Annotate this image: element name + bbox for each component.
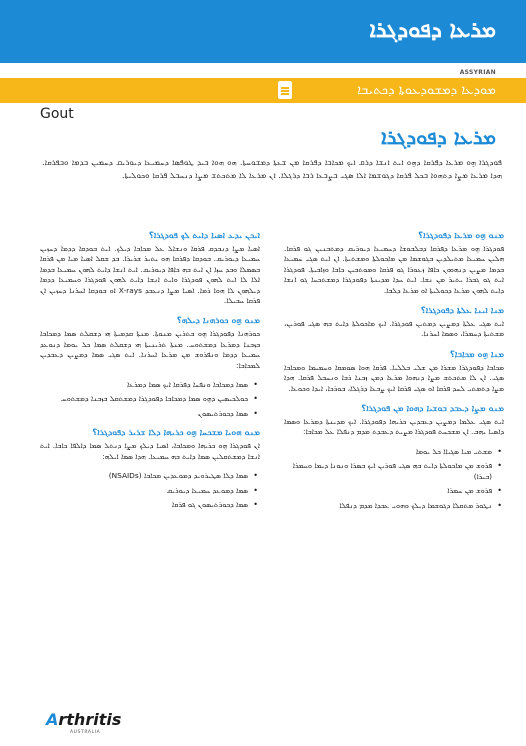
band-subtitle: ܡܘܕܥܐ ܕܡܫܘܕܥܘܬܐ ܕܟܬܝܒܐ bbox=[357, 83, 496, 98]
list-item-text: ܟܘܠܟܝܣܝܢ ܕܗ݈ܘ ܣܡܐ ܕܡܟܐܒܐ ܕܦܘܕܓܪܐ ܕܡܫܬܩܠ ܒܙܒܢܐ ܕܡܫܬܘܚ bbox=[60, 394, 248, 404]
bullet-icon: • bbox=[253, 471, 258, 481]
bullet-icon: • bbox=[253, 485, 258, 495]
section-body: ܐܢ ܦܘܕܓܪܐ ܗ݈ܘ ܟܪܝܗܐ ܘܡܟܐܒܐ، ܐܣܝܐ ܕܝܠܟ ܡܨܐ ܕܢܬܠ ܣܡܐ ܕܐܠܦܐ ܟܐܒܐ. ܐܝܬ ܐܢܫܐ ܕܡܫܬܩܠܝܢ ܣܡܐ ܕܐܝܬ ܒܗ ܚܡܝܥܐ. ܗܕܐ ܣܡܐ ܐܝܠܗ: bbox=[40, 441, 260, 461]
section-heading: ܐܝܟܢ ܝܕܥ ܐܣܝܐ ܕܐܝܬ ܠܟ ܦܘܕܓܪܐ؟ bbox=[148, 231, 260, 241]
section-body: ܟܘܪܗܢܐ ܕܦܘܕܓܪܐ ܗ݈ܘ ܒܬܪܝܢ ܡܢܘܬܐ. ܡܢܬܐ ܩܕܡܝܬܐ ܗܝ ܕܫܩܠܬ ܣܡܐ ܕܡܟܐܒܐ ܒܙܒܢܐ ܕܡܪܥܐ ܕܡܫܬܘܚ. ܡܢܬܐ ܬܪܝܢܝܬܐ ܗܝ ܕܫܩܠܬ ܣܡܐ ܟܠ ܝܘܡܐ ܕܢܘܥܕ ܚܡܝܥܐ ܕܕܡܐ ܘܢܦܪܘܫ ܡܢ ܡܪܥܐ ܐܚܪܢܐ. ܐܝܬ ܣܓܝ ܣܡܐ ܕܡܨܝܢ ܕܥܒܕܝܢ ܠܡܟܐܒܐ: bbox=[40, 329, 260, 370]
bullet-icon: • bbox=[253, 380, 258, 390]
document-label: Gout bbox=[40, 106, 74, 122]
list-item-text: ܦܪܘܫ ܡܢ ܡܐܟܘܠܬܐ ܕܐܝܬ ܒܗ ܣܓܝ ܦܘܪܝܢ ܐܝܟ ܒܣܪܐ ܘܢܘܢܐ ܕܝܡܐ ܘܚܡܪܐ (ܒܝܪܐ) bbox=[292, 461, 492, 481]
top-banner bbox=[0, 0, 526, 63]
section-heading: ܡܢܘ ܗ݈ܘ ܟܘܪܗܢܐ ܕܝܠܗ؟ bbox=[176, 316, 260, 327]
list-item bbox=[284, 486, 504, 496]
bullet-icon: • bbox=[253, 408, 258, 418]
list-item-text: ܣܡܐ ܕܟܘܪܬܝܣܘܢ ܓܘ ܦܪܩܐ bbox=[171, 499, 248, 509]
logo-rest: rthritis bbox=[58, 710, 122, 729]
left-column bbox=[40, 230, 260, 518]
section-heading: ܡܢܐ ܐܝܢܐ ܥܠܬܐ ܕܦܘܕܓܪܐ؟ bbox=[420, 306, 504, 317]
arthritis-australia-logo bbox=[40, 708, 180, 742]
section-heading: ܡܢܘ ܗ݈ܘ ܡܪܥܐ ܕܦܘܕܓܪܐ؟ bbox=[418, 231, 504, 241]
list-item bbox=[40, 380, 260, 390]
document-icon bbox=[278, 81, 292, 99]
list-item bbox=[40, 471, 260, 481]
bullet-list bbox=[40, 471, 260, 510]
section-heading: ܡܢܘ ܡܨܐ ܕܥܒܕ ܒܘܫܝܐ ܕܗܘܐ ܡܢ ܦܘܕܓܪܐ؟ bbox=[361, 404, 504, 415]
list-item bbox=[40, 409, 260, 419]
right-column bbox=[284, 230, 504, 519]
list-item-text: ܡܫܬܝ ܡܝܐ ܣܓܝܐܐ ܟܠ ܝܘܡܐ bbox=[415, 446, 492, 456]
list-item-text: ܦܪܘܫ ܡܢ ܚܡܪܐ bbox=[447, 486, 492, 496]
subtitle-band bbox=[0, 78, 526, 103]
list-item bbox=[284, 461, 504, 482]
list-item bbox=[40, 500, 260, 510]
section-body: ܡܟܐܒܐ ܕܦܘܕܓܪܐ ܡܫܪܐ ܡܢ ܫܠܝ ܒܠܠܝܐ. ܦܪܩܐ ܗܘܐ ܣܘܡܩܐ ܘܚܡܝܡܐ ܘܡܟܐܒܐ ܣܓܝ. ܐܢ ܠܐ ܡܬܟܬܫ ܡܨܐ ܕܢܗܘܐ ܡܪܥܐ ܕܡܢ ܙܒܢܐ ܪܒܐ ܘܢܚܒܠ ܦܪܩܐ. ܗܕܐ ܡܨܐ ܕܬܡܬܝ ܠܚܕ ܦܪܩܐ ܐܘ ܣܓܝ ܦܪܩܐ ܐܝܟ ܨܒܥܐ ܕܪܓܠܐ، ܒܘܪܟܐ، ܐܝܕܐ ܘܟܘܥܐ. bbox=[284, 362, 504, 393]
list-item bbox=[284, 501, 504, 511]
section-heading: ܡܢܐ ܗ݈ܘ ܡܟܐܒܐ؟ bbox=[449, 349, 504, 360]
bullet-list bbox=[40, 380, 260, 419]
bullet-icon: • bbox=[253, 499, 258, 509]
section-body: ܐܝܬ ܣܓܝ ܥܠܡܐ ܕܡܨܝܢ ܕܥܒܕܝܢ ܟܪܝܗܐ ܕܦܘܕܓܪܐ. ܐܝܟ ܡܕܝܢܬܐ ܕܡܪܥܐ ܘܣܡܐ ܕܐܣܝܐ ܝܗܒ. ܐܢ ܡܫܟܚܬ ܦܘܕܓܪܐ ܡܨܝܬ ܕܥܒܕܬ ܡܕܡ ܕܢܦܠܐ ܥܠ ܡܟܐܒܐ: bbox=[284, 417, 504, 437]
list-item-text: ܢܛܘܪ ܡܬܩܠܐ ܕܓܘܫܡܐ ܕܝܠܟ ܘܗܘܝ ܥܒܕܐ ܡܕܡ ܕܢܦܠܐ bbox=[339, 500, 492, 510]
bullet-icon: • bbox=[497, 461, 502, 471]
section-body: ܦܘܕܓܪܐ ܗ݈ܘ ܡܪܥܐ ܕܦܪܩܐ ܕܒܠܒܘܫܐ ܕܚܡܝܥܐ ܕܝܘܪܝܩ ܕܡܬܒܢܝܢ ܓܘ ܦܪܩܐ. ܗܠܝܢ ܚܡܝܥܐ ܡܬܝܠܕܝܢ ܒܓܘܫܡܐ ܡܢ ܡܐܟܘܠܬܐ ܘܡܫܬܝܬܐ. ܐܢ ܐܝܬ ܣܓܝ ܚܡܝܥܐ ܒܕܡܐ ܡܨܝܢ ܕܢܗܘܘܢ ܟܐܦܐ ܙܥܘܪܐ ܓܘ ܦܪܩܐ ܘܡܘܬܒܝܢ ܟܐܒܐ ܘܙܐܒܝܬܐ. ܦܘܕܓܪܐ ܐܝܬ ܓܘ ܓܒܪܐ ܝܬܝܪ ܡܢ ܢܫܐ. ܐܝܬ ܚܕܐ ܡܕܝܢܬܐ ܕܦܘܕܓܪܐ ܕܡܫܬܟܚܐ ܓܘ ܐܢܫܐ ܕܐܝܬ ܠܗܘܢ ܡܪܥܐ ܕܟܘܠܝܬܐ ܐܘ ܡܪܥܐ ܕܠܒܐ. bbox=[284, 244, 504, 295]
logo-wordmark bbox=[46, 710, 121, 729]
section-heading: ܡܢܘ ܗܘܝܐ ܡܫܟܚܐ ܗ݈ܘ ܟܪܝܗܐ ܕܠܐ ܫܪܝܪ ܕܦܘܕܓܪܐ؟ bbox=[92, 428, 260, 439]
list-item-text: ܣܡܐ ܕܡܘܥܕ ܚܡܝܥܐ ܕܝܘܪܝܩ bbox=[166, 485, 248, 495]
bullet-icon: • bbox=[497, 486, 502, 496]
list-item bbox=[40, 486, 260, 496]
bullet-icon: • bbox=[253, 394, 258, 404]
section-body: ܐܝܬ ܣܓܝ ܥܠܬܐ ܕܡܨܝܢ ܕܡܬܝܢ ܦܘܕܓܪܐ. ܐܝܟ ܡܐܟܘܠܬܐ ܕܐܝܬ ܒܗ ܣܓܝ ܦܘܪܝܢ، ܡܫܬܝܬܐ ܕܚܡܪܐ، ܘܣܡܐ ܐܚܪܢܐ. bbox=[284, 319, 504, 339]
bullet-icon: • bbox=[497, 500, 502, 510]
list-item-text: ܣܡܐ ܕܠܐ ܣܛܝܪܘܝܕ ܕܡܘܥܕܝܢ ܡܟܐܒܐ (NSAIDs) bbox=[108, 471, 248, 481]
list-item bbox=[40, 394, 260, 404]
banner-title: ܡܪܥܐ ܕܦܘܕܓܪܐ bbox=[369, 18, 496, 43]
list-item bbox=[284, 447, 504, 457]
intro-paragraph: ܦܘܕܓܪܐ ܗ݈ܘ ܡܪܥܐ ܕܦܪܩܐ ܕܗ݈ܘ ܐܝܬ ܐܢܫܐ ܕܪܩ ܐܝܟ ܡܟܐܒܐ ܕܦܪܩܐ ܡܢ ܫܥܬܐ ܕܡܫܘܚܬܐ. ܗܘ ܗܘܐ ܒܝܕ ܛܘܦܣܐ ܕܚܡܝܥܐ ܕܝܘܪܝܩ ܕܚܡܝܢ ܒܕܡܐ ܘܒܦܪܩܐ. ܗܕܐ ܡܪܥܐ ܡܨܐ ܕܬܗܘܐ ܒܟܠ ܦܪܩܐ ܕܓܘܫܡܐ ܐܠܐ ܣܓܝ ܒܨܒܥܐ ܪܒܐ ܕܪܓܠܐ. ܐܢ ܡܪܥܐ ܠܐ ܡܬܟܬܫ ܡܨܐ ܕܢܚܒܠ ܦܪܩܐ ܘܟܘܠܝܬܐ. bbox=[42, 157, 502, 180]
section-body: ܐܣܝܐ ܡܨܐ ܕܢܒܕܩ ܦܪܩܐ ܘܢܫܐܠ ܥܠ ܡܟܐܒܐ ܕܝܠܟ. ܐܝܬ ܒܘܕܩܐ ܕܕܡܐ ܕܚܙܝܢ ܚܡܝܥܐ ܕܝܘܪܝܩ. ܒܘܕܩܐ ܕܦܪܩܐ ܗܘ ܝܬܝܪ ܫܪܝܪܐ. ܒܕ ܫܩܠ ܐܣܝܐ ܡܝܐ ܡܢ ܦܪܩܐ ܒܣܡܠܐ ܘܒܕ ܚܙܐ ܐܢ ܐܝܬ ܒܗ ܟܐܦܐ ܕܝܘܪܝܩ. ܐܝܬ ܐܢܫܐ ܕܐܝܬ ܠܗܘܢ ܚܡܝܥܐ ܒܕܡܐ ܐܠܐ ܠܐ ܐܝܬ ܠܗܘܢ ܦܘܕܓܪܐ ܘܐܝܬ ܐܢܫܐ ܕܐܝܬ ܠܗܘܢ ܦܘܕܓܪܐ ܘܚܡܝܥܐ ܕܕܡܐ ܕܝܠܗܘܢ ܠܐ ܗܘܐ ܪܡܐ. ܐܣܝܐ ܡܨܐ ܕܢܥܒܕ X-rays ܐܘ ܒܘܕܩܐ ܐܚܪܢܐ ܕܚܙܝܢ ܐܢ ܦܪܩܐ ܚܒܝܠܐ. bbox=[40, 244, 260, 306]
language-tag: ASSYRIAN bbox=[459, 69, 496, 76]
logo-initial: A bbox=[46, 710, 59, 729]
bullet-list bbox=[284, 447, 504, 511]
bullet-icon: • bbox=[497, 446, 502, 456]
page-title: ܡܪܥܐ ܕܦܘܕܓܪܐ bbox=[381, 125, 496, 149]
logo-subtitle: AUSTRALIA bbox=[70, 730, 101, 735]
list-item-text: ܣܡܐ ܕܟܘܪܬܝܣܘܢ bbox=[197, 408, 248, 418]
list-item-text: ܣܡܐ ܕܡܟܐܒܐ ܘܢܦܚܐ ܕܦܪܩܐ ܐܝܟ ܣܡܐ ܕܡܪܥܐ bbox=[126, 380, 248, 390]
